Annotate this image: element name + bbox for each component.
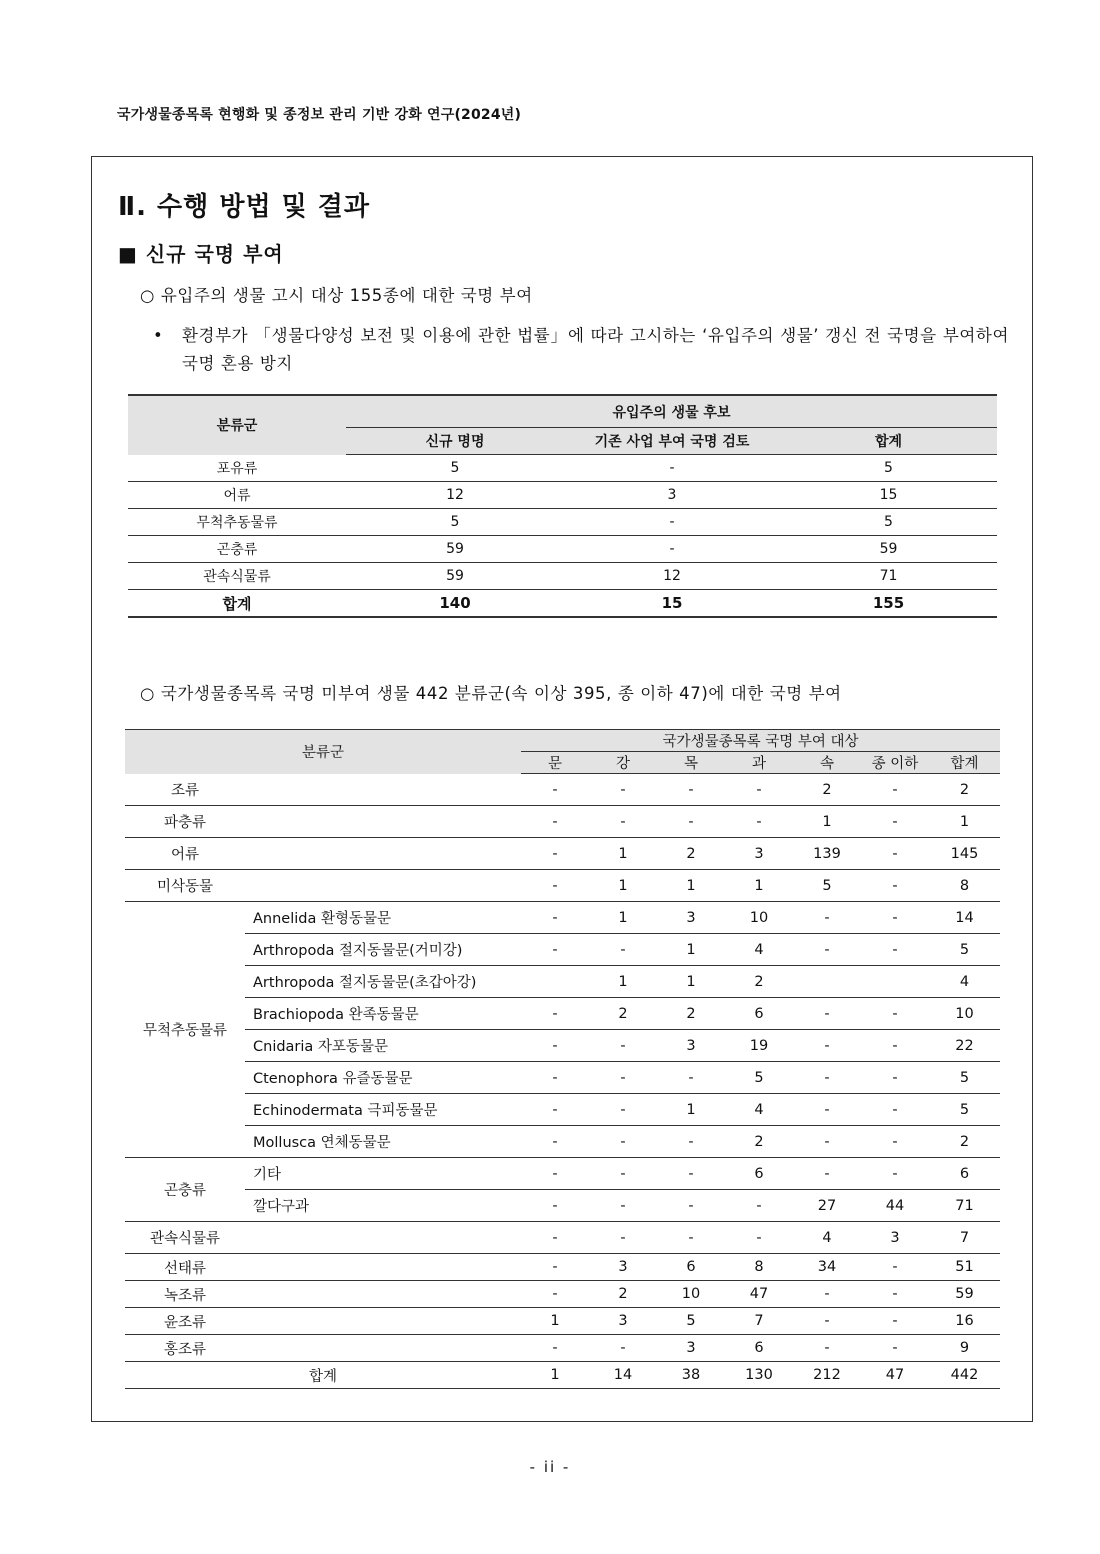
- cell-value: -: [793, 1126, 861, 1158]
- table-row: [125, 1335, 1000, 1362]
- table-row: [128, 455, 997, 482]
- cell-value: 6: [725, 1335, 793, 1362]
- cell-value: -: [657, 1158, 725, 1190]
- row-group-label: 파충류: [125, 806, 245, 838]
- cell-value: -: [657, 1126, 725, 1158]
- cell-value: 3: [657, 902, 725, 934]
- cell-value: -: [861, 1094, 929, 1126]
- unnamed-taxa-table: [125, 729, 1000, 1389]
- cell-value: 1: [589, 902, 657, 934]
- cell-value: 1: [657, 1094, 725, 1126]
- cell-value: -: [521, 870, 589, 902]
- row-subgroup-label: Arthropoda 절지동물문(거미강): [245, 934, 521, 966]
- cell-value: 34: [793, 1254, 861, 1281]
- cell-value: -: [725, 806, 793, 838]
- cell-value: 3: [657, 1030, 725, 1062]
- cell-value: 1: [657, 934, 725, 966]
- cell-value: 1: [657, 966, 725, 998]
- cell-value: -: [589, 774, 657, 806]
- total-row: [128, 590, 997, 618]
- total-value: 38: [657, 1362, 725, 1389]
- cell-value: -: [793, 1158, 861, 1190]
- cell-value: 5: [929, 1094, 1000, 1126]
- cell-value: 6: [657, 1254, 725, 1281]
- cell-value: 7: [929, 1222, 1000, 1254]
- cell-value: 7: [725, 1308, 793, 1335]
- col-header-total: 합계: [780, 428, 997, 455]
- cell-value: 2: [929, 1126, 1000, 1158]
- table-row: [125, 1281, 1000, 1308]
- cell-value: 6: [929, 1158, 1000, 1190]
- cell-value: 5: [793, 870, 861, 902]
- cell-value: 3: [589, 1308, 657, 1335]
- table-row: [125, 934, 1000, 966]
- cell-value: 51: [929, 1254, 1000, 1281]
- cell-value: -: [521, 1254, 589, 1281]
- col-header-rank: 합계: [929, 752, 1000, 774]
- cell-value: 1: [521, 1308, 589, 1335]
- total-label: 합계: [125, 1362, 521, 1389]
- bullet-detail-text: 환경부가 「생물다양성 보전 및 이용에 관한 법률」에 따라 고시하는 ‘유입주의 생물’ 갱신 전 국명을 부여하여 국명 혼용 방지: [182, 326, 1009, 373]
- cell-value: -: [589, 1062, 657, 1094]
- cell-value: -: [861, 1254, 929, 1281]
- col-header-review: 기존 사업 부여 국명 검토: [564, 428, 780, 455]
- cell-value: 14: [929, 902, 1000, 934]
- cell-value: 59: [346, 563, 564, 590]
- table-row: [125, 1158, 1000, 1190]
- total-value: 140: [346, 590, 564, 618]
- cell-value: -: [725, 774, 793, 806]
- total-value: 130: [725, 1362, 793, 1389]
- table-row: [125, 1222, 1000, 1254]
- col-header-rank: 종 이하: [861, 752, 929, 774]
- cell-value: -: [793, 934, 861, 966]
- cell-value: -: [861, 1308, 929, 1335]
- cell-value: 1: [589, 966, 657, 998]
- col-header-group: 분류군: [128, 395, 346, 455]
- table-row: [125, 998, 1000, 1030]
- cell-value: 5: [346, 455, 564, 482]
- cell-value: -: [564, 455, 780, 482]
- cell-value: 2: [589, 1281, 657, 1308]
- table-row: [125, 870, 1000, 902]
- row-group-label: 어류: [128, 482, 346, 509]
- subsection-title: ■ 신규 국명 부여: [118, 242, 284, 266]
- cell-value: -: [589, 1126, 657, 1158]
- cell-value: 6: [725, 998, 793, 1030]
- cell-value: 3: [657, 1335, 725, 1362]
- cell-value: 10: [657, 1281, 725, 1308]
- table-row: [125, 966, 1000, 998]
- row-group-label: 어류: [125, 838, 245, 870]
- total-value: 15: [564, 590, 780, 618]
- col-header-rank: 목: [657, 752, 725, 774]
- col-header-targets: 국가생물종목록 국명 부여 대상: [521, 730, 1000, 752]
- cell-value: 5: [725, 1062, 793, 1094]
- table-row: [128, 563, 997, 590]
- cell-value: 2: [589, 998, 657, 1030]
- cell-value: 10: [725, 902, 793, 934]
- cell-value: 5: [929, 934, 1000, 966]
- cell-value: 1: [725, 870, 793, 902]
- cell-value: -: [657, 774, 725, 806]
- row-group-label: 녹조류: [125, 1281, 245, 1308]
- cell-value: 59: [780, 536, 997, 563]
- cell-value: 5: [780, 455, 997, 482]
- running-header: 국가생물종목록 현행화 및 종정보 관리 기반 강화 연구(2024년): [117, 107, 522, 123]
- cell-value: -: [861, 1062, 929, 1094]
- cell-value: 59: [346, 536, 564, 563]
- cell-value: 2: [725, 966, 793, 998]
- cell-value: -: [861, 902, 929, 934]
- cell-value: 47: [725, 1281, 793, 1308]
- row-group-label: 관속식물류: [125, 1222, 245, 1254]
- table-row: [128, 482, 997, 509]
- table-row: [128, 509, 997, 536]
- cell-value: -: [793, 1308, 861, 1335]
- cell-value: 3: [725, 838, 793, 870]
- cell-value: -: [589, 806, 657, 838]
- cell-value: -: [521, 1158, 589, 1190]
- cell-value: 3: [564, 482, 780, 509]
- total-value: 212: [793, 1362, 861, 1389]
- table-row: [125, 1094, 1000, 1126]
- cell-value: -: [521, 774, 589, 806]
- table-row: [125, 1254, 1000, 1281]
- cell-value: 71: [929, 1190, 1000, 1222]
- cell-value: 1: [589, 838, 657, 870]
- total-row: [125, 1362, 1000, 1389]
- cell-value: -: [793, 902, 861, 934]
- cell-value: -: [861, 934, 929, 966]
- cell-value: -: [725, 1190, 793, 1222]
- cell-value: 6: [725, 1158, 793, 1190]
- cell-value: -: [521, 1190, 589, 1222]
- cell-value: 1: [929, 806, 1000, 838]
- table-row: [125, 838, 1000, 870]
- cell-value: -: [521, 1222, 589, 1254]
- cell-value: 71: [780, 563, 997, 590]
- cell-value: 9: [929, 1335, 1000, 1362]
- col-header-rank: 문: [521, 752, 589, 774]
- cell-value: 5: [929, 1062, 1000, 1094]
- col-header-group: 분류군: [125, 730, 521, 774]
- row-group-label: 조류: [125, 774, 245, 806]
- cell-value: 15: [780, 482, 997, 509]
- cell-value: 10: [929, 998, 1000, 1030]
- cell-value: 1: [657, 870, 725, 902]
- cell-value: 2: [657, 838, 725, 870]
- row-subgroup-label: Ctenophora 유즐동물문: [245, 1062, 521, 1094]
- col-header-new: 신규 명명: [346, 428, 564, 455]
- row-group-label: 무척추동물류: [125, 902, 245, 1158]
- cell-value: -: [589, 934, 657, 966]
- cell-value: 5: [346, 509, 564, 536]
- row-group-label: 선태류: [125, 1254, 245, 1281]
- cell-value: 5: [780, 509, 997, 536]
- cell-value: -: [521, 1335, 589, 1362]
- cell-value: -: [521, 806, 589, 838]
- cell-value: -: [793, 1335, 861, 1362]
- cell-value: -: [564, 536, 780, 563]
- cell-value: 12: [564, 563, 780, 590]
- cell-value: -: [861, 1158, 929, 1190]
- cell-value: 2: [657, 998, 725, 1030]
- cell-value: -: [521, 1126, 589, 1158]
- total-value: 155: [780, 590, 997, 618]
- row-group-label: 무척추동물류: [128, 509, 346, 536]
- table-row: [125, 806, 1000, 838]
- table-row: [125, 1062, 1000, 1094]
- row-group-label: 포유류: [128, 455, 346, 482]
- cell-value: -: [589, 1094, 657, 1126]
- cell-value: -: [657, 806, 725, 838]
- row-group-label: 윤조류: [125, 1308, 245, 1335]
- cell-value: -: [521, 1094, 589, 1126]
- cell-value: 1: [589, 870, 657, 902]
- total-value: 1: [521, 1362, 589, 1389]
- cell-value: -: [589, 1158, 657, 1190]
- cell-value: 145: [929, 838, 1000, 870]
- cell-value: -: [521, 1281, 589, 1308]
- col-header-rank: 속: [793, 752, 861, 774]
- cell-value: 8: [929, 870, 1000, 902]
- row-subgroup-label: 기타: [245, 1158, 521, 1190]
- cell-value: -: [793, 1030, 861, 1062]
- cell-value: -: [657, 1190, 725, 1222]
- invasive-species-table: [128, 394, 997, 618]
- cell-value: -: [861, 774, 929, 806]
- cell-value: -: [521, 934, 589, 966]
- cell-value: -: [657, 1222, 725, 1254]
- cell-value: -: [861, 998, 929, 1030]
- cell-value: -: [861, 1335, 929, 1362]
- cell-value: 44: [861, 1190, 929, 1222]
- cell-value: [521, 966, 589, 998]
- cell-value: -: [861, 1281, 929, 1308]
- col-header-rank: 강: [589, 752, 657, 774]
- cell-value: 4: [793, 1222, 861, 1254]
- cell-value: -: [861, 1030, 929, 1062]
- row-subgroup-label: Brachiopoda 완족동물문: [245, 998, 521, 1030]
- row-group-label: 곤충류: [125, 1158, 245, 1222]
- cell-value: -: [793, 1281, 861, 1308]
- cell-value: -: [793, 1094, 861, 1126]
- cell-value: -: [521, 1062, 589, 1094]
- cell-value: -: [521, 998, 589, 1030]
- col-header-candidates: 유입주의 생물 후보: [346, 395, 997, 428]
- bullet-detail: [153, 322, 1009, 378]
- table-row: [125, 1308, 1000, 1335]
- cell-value: -: [589, 1190, 657, 1222]
- table-row: [128, 536, 997, 563]
- row-group-label: 곤충류: [128, 536, 346, 563]
- cell-value: 2: [929, 774, 1000, 806]
- row-subgroup-label: Cnidaria 자포동물문: [245, 1030, 521, 1062]
- cell-value: 22: [929, 1030, 1000, 1062]
- cell-value: -: [793, 998, 861, 1030]
- cell-value: -: [657, 1062, 725, 1094]
- total-value: 442: [929, 1362, 1000, 1389]
- section-title: Ⅱ. 수행 방법 및 결과: [118, 192, 371, 222]
- row-group-label: 홍조류: [125, 1335, 245, 1362]
- cell-value: [861, 966, 929, 998]
- cell-value: -: [861, 1126, 929, 1158]
- cell-value: -: [589, 1335, 657, 1362]
- bullet-intro-1: ○ 유입주의 생물 고시 대상 155종에 대한 국명 부여: [140, 286, 533, 305]
- row-subgroup-label: 깔다구과: [245, 1190, 521, 1222]
- cell-value: 59: [929, 1281, 1000, 1308]
- cell-value: -: [521, 902, 589, 934]
- bullet-intro-2: ○ 국가생물종목록 국명 미부여 생물 442 분류군(속 이상 395, 종 이하 47)에 대한 국명 부여: [140, 684, 842, 703]
- cell-value: 139: [793, 838, 861, 870]
- table-row: [125, 1126, 1000, 1158]
- cell-value: -: [793, 1062, 861, 1094]
- row-subgroup-label: Echinodermata 극피동물문: [245, 1094, 521, 1126]
- cell-value: 3: [861, 1222, 929, 1254]
- table-row: [125, 774, 1000, 806]
- cell-value: 4: [725, 1094, 793, 1126]
- table-row: [125, 1030, 1000, 1062]
- cell-value: 5: [657, 1308, 725, 1335]
- cell-value: 2: [793, 774, 861, 806]
- page-number: - ii -: [529, 1458, 571, 1476]
- cell-value: -: [521, 838, 589, 870]
- cell-value: -: [564, 509, 780, 536]
- cell-value: -: [861, 870, 929, 902]
- table-row: [125, 902, 1000, 934]
- table-row: [125, 1190, 1000, 1222]
- cell-value: 12: [346, 482, 564, 509]
- bullet-dot: •: [153, 326, 164, 345]
- cell-value: 1: [793, 806, 861, 838]
- cell-value: -: [861, 806, 929, 838]
- cell-value: -: [521, 1030, 589, 1062]
- row-subgroup-label: Annelida 환형동물문: [245, 902, 521, 934]
- cell-value: -: [589, 1222, 657, 1254]
- cell-value: 8: [725, 1254, 793, 1281]
- col-header-rank: 과: [725, 752, 793, 774]
- total-label: 합계: [128, 590, 346, 618]
- cell-value: 27: [793, 1190, 861, 1222]
- cell-value: 3: [589, 1254, 657, 1281]
- cell-value: 2: [725, 1126, 793, 1158]
- cell-value: 19: [725, 1030, 793, 1062]
- total-value: 47: [861, 1362, 929, 1389]
- cell-value: -: [589, 1030, 657, 1062]
- row-group-label: 관속식물류: [128, 563, 346, 590]
- cell-value: -: [725, 1222, 793, 1254]
- row-subgroup-label: Arthropoda 절지동물문(초갑아강): [245, 966, 521, 998]
- cell-value: [793, 966, 861, 998]
- cell-value: 4: [725, 934, 793, 966]
- cell-value: -: [861, 838, 929, 870]
- row-subgroup-label: Mollusca 연체동물문: [245, 1126, 521, 1158]
- total-value: 14: [589, 1362, 657, 1389]
- cell-value: 16: [929, 1308, 1000, 1335]
- row-group-label: 미삭동물: [125, 870, 245, 902]
- cell-value: 4: [929, 966, 1000, 998]
